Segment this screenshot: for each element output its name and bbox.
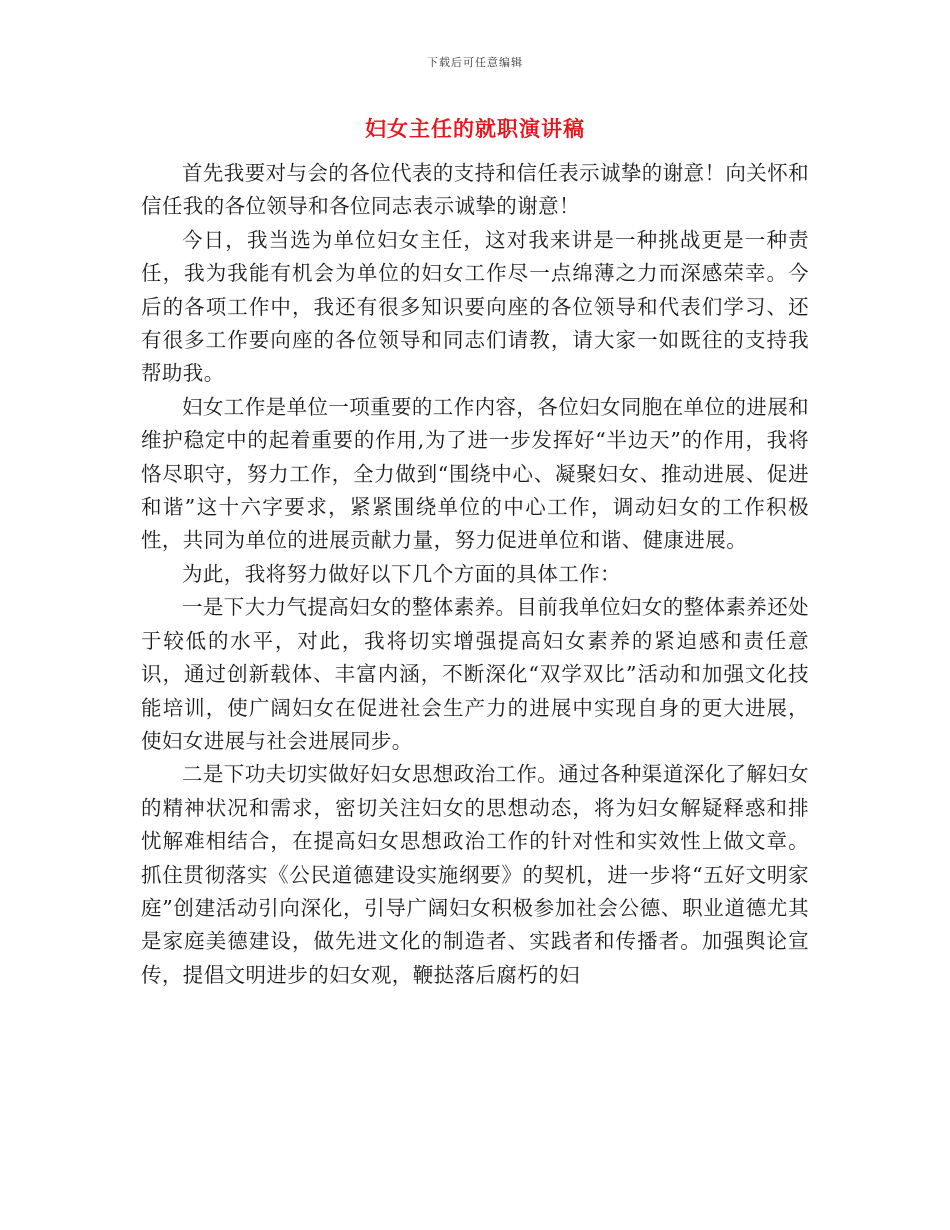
paragraph-point-two: 二是下功夫切实做好妇女思想政治工作。通过各种渠道深化了解妇女的精神状况和需求，密切关注妇女的思想动态，将为妇女解疑释惑和排忧解难相结合，在提高妇女思想政治工作的针对性和实效性上做文章。抓住贯彻落实《公民道德建设实施纲要》的契机，进一步将“五好文明家庭”创建活动引向深化，引导广阔妇女积极参加社会公德、职业道德尤其是家庭美德建设，做先进文化的制造者、实践者和传播者。加强舆论宣传，提倡文明进步的妇女观，鞭挞落后腐朽的妇 [141,762,809,987]
document-title: 妇女主任的就职演讲稿 [365,116,585,141]
header-note: 下载后可任意编辑 [427,56,523,69]
document-body [141,157,809,992]
paragraph-importance: 妇女工作是单位一项重要的工作内容，各位妇女同胞在单位的进展和维护稳定中的起着重要的作用,为了进一步发挥好“半边天”的作用，我将恪尽职守，努力工作，全力做到“围绕中心、凝聚妇女、推动进展、促进和谐”这十六字要求，紧紧围绕单位的中心工作，调动妇女的工作积极性，共同为单位的进展贡献力量，努力促进单位和谐、健康进展。 [141,394,809,553]
paragraph-point-one: 一是下大力气提高妇女的整体素养。目前我单位妇女的整体素养还处于较低的水平，对此，我将切实增强提高妇女素养的紧迫感和责任意识，通过创新载体、丰富内涵，不断深化“双学双比”活动和加强文化技能培训，使广阔妇女在促进社会生产力的进展中实现自身的更大进展，使妇女进展与社会进展同步。 [141,595,809,753]
paragraph-election: 今日，我当选为单位妇女主任，这对我来讲是一种挑战更是一种责任，我为我能有机会为单位的妇女工作尽一点绵薄之力而深感荣幸。今后的各项工作中，我还有很多知识要向座的各位领导和代表们学习、还有很多工作要向座的各位领导和同志们请教，请大家一如既往的支持我帮助我。 [141,227,809,386]
paragraph-thanks: 首先我要对与会的各位代表的支持和信任表示诚挚的谢意！向关怀和信任我的各位领导和各位同志表示诚挚的谢意！ [141,161,809,219]
paragraph-plan-intro: 为此，我将努力做好以下几个方面的具体工作： [182,561,621,586]
